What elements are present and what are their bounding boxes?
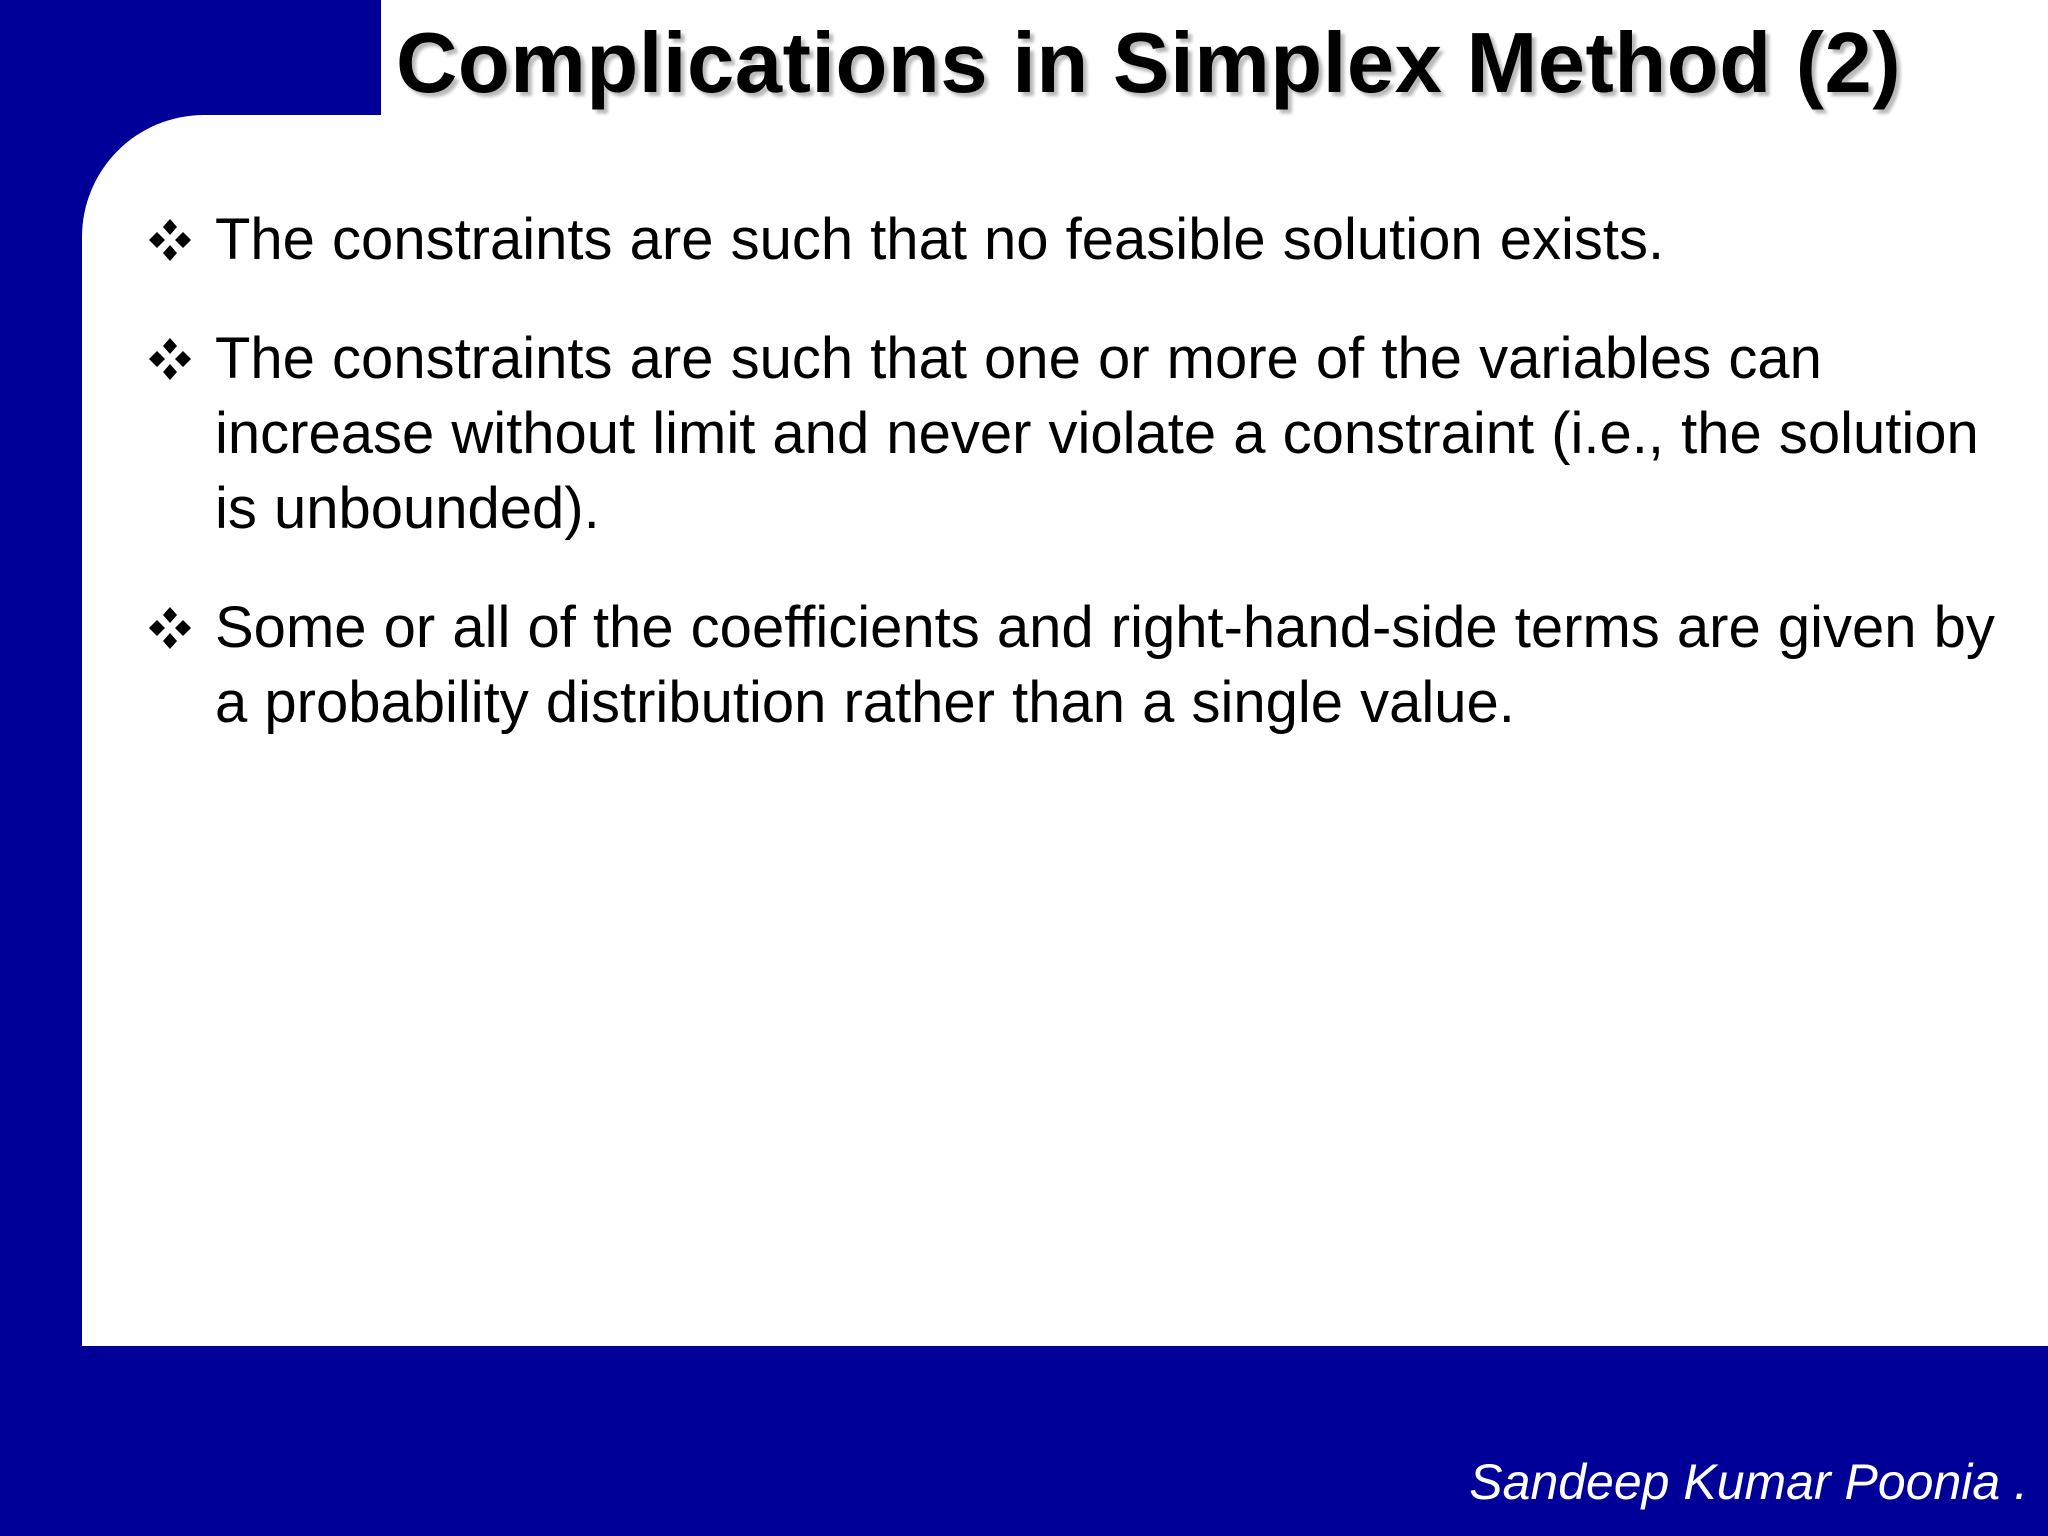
slide-title: Complications in Simplex Method (2) [396,16,1902,111]
four-diamond-bullet-icon [140,202,200,277]
bullet-item [140,321,2000,546]
bullet-text: The constraints are such that no feasible solution exists. [215,207,1665,272]
author-footer: Sandeep Kumar Poonia . [1469,1454,2028,1510]
four-diamond-bullet-icon [140,590,200,665]
bullet-list [140,202,2000,784]
left-decorative-band [0,0,85,1536]
bullet-text: The constraints are such that one or more of the variables can increase without limit and never violate a constraint (i.e., the solution is unbounded). [215,326,1979,541]
bullet-item [140,590,2000,740]
bullet-item [140,202,2000,277]
four-diamond-bullet-icon [140,321,200,396]
bullet-text: Some or all of the coefficients and right-hand-side terms are given by a probability distribution rather than a single value. [215,595,1995,735]
